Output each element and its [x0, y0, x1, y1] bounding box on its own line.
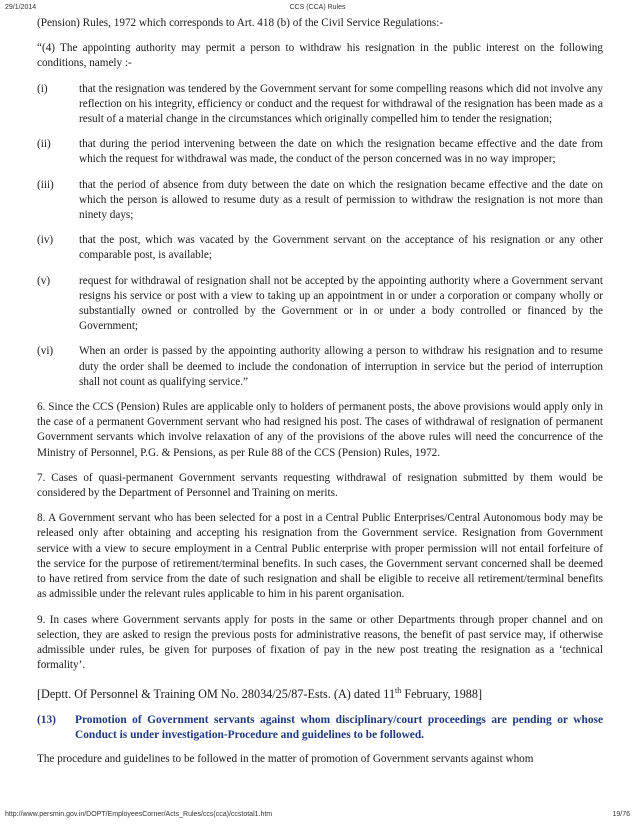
footer-url: http://www.persmin.gov.in/DOPT/EmployeesCorner/Acts_Rules/ccs(cca)/ccstotal1.htm — [5, 811, 273, 818]
list-item — [37, 344, 603, 390]
citation — [37, 683, 603, 702]
list-item-text: that during the period intervening between the date on which the resignation became effective and the date from which the request for withdrawal was made, the conduct of the person concerned was in no way improper; — [79, 138, 603, 166]
citation-text: [Deptt. Of Personnel & Training OM No. 28034/25/87-Ests. (A) dated 11 — [37, 687, 396, 702]
page-header — [5, 4, 630, 11]
list-item-number: (iv) — [37, 234, 54, 247]
list-item — [37, 82, 603, 128]
list-item-text: When an order is passed by the appointing authority allowing a person to withdraw his resignation and to resume duty the order shall be deemed to include the condonation of interruption in service but the period of interruption shall not count as qualifying service.” — [79, 345, 603, 388]
document-body — [37, 16, 603, 777]
paragraph-6: 6. Since the CCS (Pension) Rules are applicable only to holders of permanent posts, the above provisions would apply only in the case of a permanent Government servant who had resigned his post. The cases of withdrawal of resignation of permanent Government servants which involve relaxation of any of the provisions of the above rules will need the concurrence of the Ministry of Personnel, P.G. & Pensions, as per Rule 88 of the CCS (Pension) Rules, 1972. — [37, 401, 603, 459]
list-item-text: that the resignation was tendered by the Government servant for some compelling reasons which did not involve any reflection on his integrity, efficiency or conduct and the request for withdrawal of the resignation has been made as a result of a material change in the circumstances which originally compelled him to tender the resignation; — [79, 82, 603, 126]
paragraph-intro: (Pension) Rules, 1972 which corresponds to Art. 418 (b) of the Civil Service Regulations:- — [37, 17, 444, 29]
list-item-text: request for withdrawal of resignation shall not be accepted by the appointing authority where a Government servant resigns his service or post with a view to taking up an appointment in or under a corporation or company wholly or substantially owned or controlled by the Government or in or under a body controlled or financed by the Government; — [79, 274, 603, 333]
list-item-text: that the post, which was vacated by the Government servant on the acceptance of his resignation or any other comparable post, is available; — [79, 234, 603, 262]
section-number: (13) — [37, 713, 56, 726]
page-number: 19/76 — [612, 811, 630, 818]
list-item — [37, 233, 603, 263]
paragraph-8: 8. A Government servant who has been selected for a post in a Central Public Enterprises/Central Autonomous body may be released only after obtaining and accepting his resignation from the Government service. Resignation from Government service with a view to secure employment in a Central Public enterprise with proper permission will not entail forfeiture of the service for the purpose of retirement/terminal benefits. In such cases, the Government servant concerned shall be deemed to have retired from service from the date of such resignation and shall be eligible to receive all retirement/terminal benefits as admissible under the relevant rules applicable to him in his parent organisation. — [37, 512, 603, 601]
list-item-number: (i) — [37, 82, 48, 95]
paragraph-9: 9. In cases where Government servants apply for posts in the same or other Departments through proper channel and on selection, they are asked to resign the previous posts for administrative reasons, the benefit of past service may, if otherwise admissible under rules, be given for purposes of fixation of pay in the new post treating the resignation as a ‘technical formality’. — [37, 613, 603, 672]
list-item-number: (iii) — [37, 178, 54, 191]
list-item — [37, 178, 603, 224]
list-item — [37, 274, 603, 335]
list-item-text: that the period of absence from duty between the date on which the resignation became effective and the date on which the person is allowed to resume duty as a result of permission to withdraw the resignation is not more than ninety days; — [79, 178, 603, 222]
page-footer — [5, 811, 630, 818]
section-heading — [37, 713, 603, 743]
header-date: 29/1/2014 — [5, 4, 37, 11]
list-item — [37, 137, 603, 167]
section-title: Promotion of Government servants against whom disciplinary/court proceedings are pending or whose Conduct is under investigation-Procedure and guidelines to be followed. — [75, 713, 603, 741]
list-item-number: (ii) — [37, 138, 51, 151]
header-title: CCS (CCA) Rules — [289, 4, 346, 11]
citation-date: February, 1988] — [401, 687, 483, 702]
list-item-number: (vi) — [37, 345, 54, 358]
list-item-number: (v) — [37, 274, 51, 287]
paragraph-7: 7. Cases of quasi-permanent Government servants requesting withdrawal of resignation submitted by them would be considered by the Department of Personnel and Training on merits. — [37, 471, 603, 500]
citation-superscript: th — [395, 686, 402, 696]
paragraph-closing: The procedure and guidelines to be followed in the matter of promotion of Government servants against whom — [37, 752, 534, 765]
paragraph-rule-4: “(4) The appointing authority may permit a person to withdraw his resignation in the public interest on the following conditions, namely :- — [37, 42, 603, 70]
